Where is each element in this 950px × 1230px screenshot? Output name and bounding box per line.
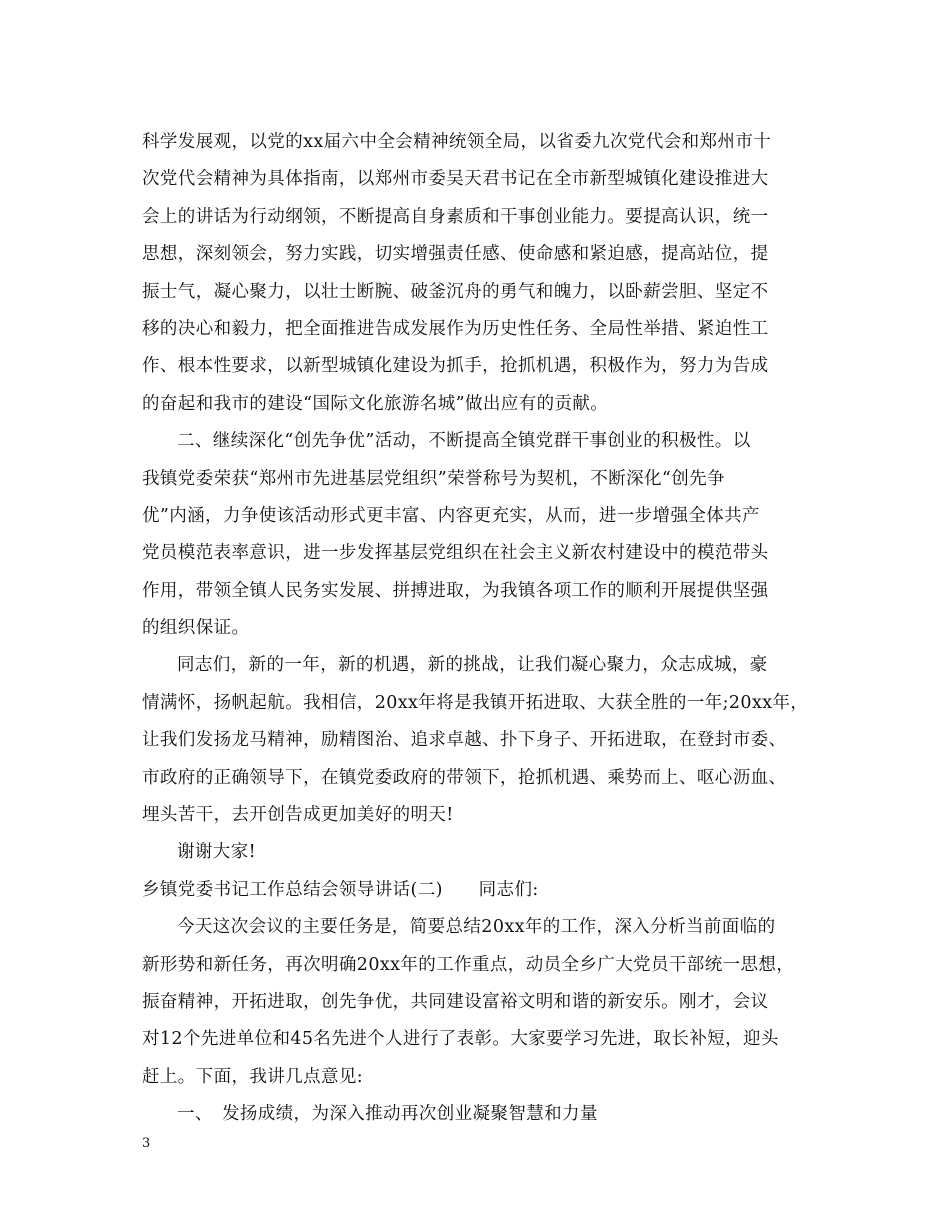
text-line: 党员模范表率意识，进一步发挥基层党组织在社会主义新农村建设中的模范带头 [142, 543, 769, 564]
text-line: 的奋起和我市的建设“国际文化旅游名城”做出应有的贡献。 [142, 393, 609, 414]
text-line: 振士气，凝心聚力，以壮士断腕、破釜沉舟的勇气和魄力，以卧薪尝胆、坚定不 [142, 281, 769, 302]
text-line: 科学发展观，以党的xx届六中全会精神统领全局，以省委九次党代会和郑州市十 [142, 132, 772, 152]
text-line: 市政府的正确领导下，在镇党委政府的带领下，抢抓机遇、乘势而上、呕心沥血、 [142, 767, 787, 788]
text-line: 同志们，新的一年，新的机遇，新的挑战，让我们凝心聚力，众志成城，豪 [177, 655, 768, 676]
text-line: 对12个先进单位和45名先进个人进行了表彰。大家要学习先进，取长补短，迎头 [142, 1029, 779, 1050]
text-line: 作用，带领全镇人民务实发展、拼搏进取，为我镇各项工作的顺利开展提供坚强 [142, 580, 769, 601]
text-line: 乡镇党委书记工作总结会领导讲话(二) 同志们: [142, 879, 539, 900]
text-line: 一、 发扬成绩，为深入推动再次创业凝聚智慧和力量 [177, 1104, 598, 1125]
text-line: 二、继续深化“创先争优”活动，不断提高全镇党群干事创业的积极性。以 [177, 431, 751, 452]
text-line: 的组织保证。 [142, 618, 250, 639]
text-line: 移的决心和毅力，把全面推进告成发展作为历史性任务、全局性举措、紧迫性工 [142, 318, 769, 339]
text-line: 我镇党委荣获“郑州市先进基层党组织”荣誉称号为契机，不断深化“创先争 [142, 468, 725, 489]
document-body [142, 124, 832, 1134]
text-line: 新形势和新任务，再次明确20xx年的工作重点，动员全乡广大党员干部统一思想， [142, 954, 795, 975]
text-line: 今天这次会议的主要任务是，简要总结20xx年的工作，深入分析当前面临的 [177, 917, 776, 938]
text-line: 让我们发扬龙马精神，励精图治、追求卓越、扑下身子、开拓进取，在登封市委、 [142, 730, 787, 751]
page-number: 3 [142, 1136, 151, 1151]
text-line: 次党代会精神为具体指南，以郑州市委吴天君书记在全市新型城镇化建设推进大 [142, 169, 769, 190]
text-line: 作、根本性要求，以新型城镇化建设为抓手，抢抓机遇，积极作为，努力为告成 [142, 356, 769, 377]
text-line: 谢谢大家! [177, 842, 257, 863]
text-line: 赶上。下面，我讲几点意见: [142, 1066, 364, 1087]
text-line: 振奋精神，开拓进取，创先争优，共同建设富裕文明和谐的新安乐。刚才，会议 [142, 991, 769, 1012]
text-line: 埋头苦干，去开创告成更加美好的明天! [142, 805, 454, 826]
text-line: 优”内涵，力争使该活动形式更丰富、内容更充实，从而，进一步增强全体共产 [142, 505, 760, 526]
text-line: 思想，深刻领会，努力实践，切实增强责任感、使命感和紧迫感，提高站位，提 [142, 244, 769, 265]
text-line: 情满怀，扬帆起航。我相信，20xx年将是我镇开拓进取、大获全胜的一年;20xx年， [142, 692, 809, 713]
text-line: 会上的讲话为行动纲领，不断提高自身素质和干事创业能力。要提高认识，统一 [142, 206, 769, 227]
